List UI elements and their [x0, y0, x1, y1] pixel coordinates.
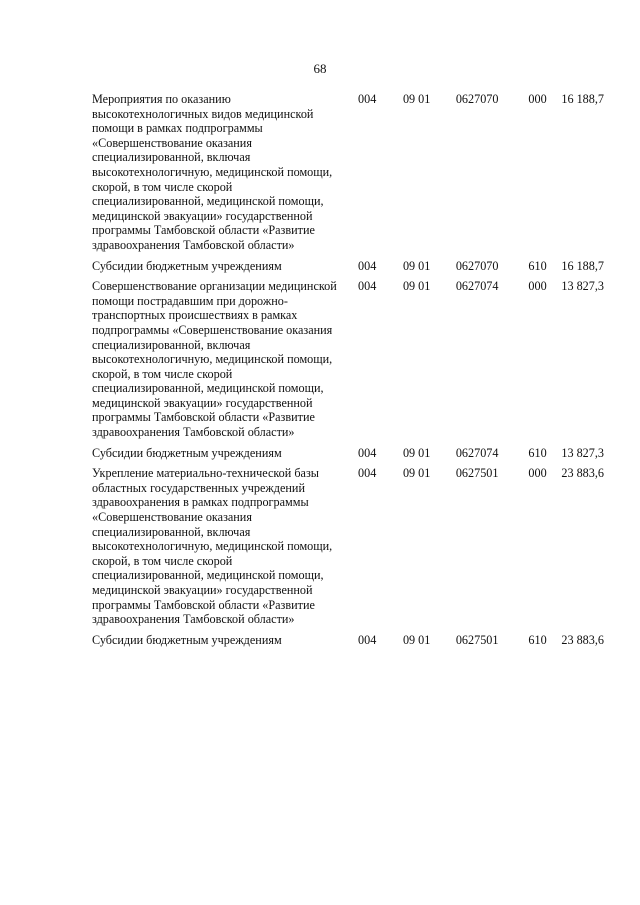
grbs-code: 004	[358, 258, 377, 273]
row-name: Субсидии бюджетным учреждениям	[92, 258, 282, 273]
amount: 16 188,7	[561, 92, 604, 106]
row-name: Совершенствование организации медицинской помощи пострадавшим при дорожно-транспортных происшествиях в рамках подпрограммы «Совершенствование оказания специализированной, включая высокотехнологичную, медицинской помощи, скорой, в том числе скорой специализированной, медицинской помощи, медицинской эвакуации» государственной программы Тамбовской области «Развитие здравоохранения Тамбовской области»	[92, 279, 337, 440]
expense-type-code: 610	[528, 632, 547, 647]
target-article-code: 0627074	[455, 279, 499, 294]
amount: 23 883,6	[561, 632, 604, 647]
expense-type-code: 000	[528, 279, 547, 294]
amount: 16 188,7	[561, 258, 604, 273]
expense-type-code: 610	[528, 258, 547, 273]
table-row	[92, 279, 604, 446]
section-code: 09 01	[402, 632, 431, 647]
expense-type-code: 610	[528, 445, 547, 460]
section-code: 09 01	[402, 445, 431, 460]
section-code: 09 01	[402, 92, 431, 106]
target-article-code: 0627070	[455, 258, 499, 273]
grbs-code: 004	[358, 632, 377, 647]
section-code: 09 01	[402, 279, 431, 294]
row-name: Субсидии бюджетным учреждениям	[92, 632, 282, 647]
expense-type-code: 000	[528, 466, 547, 481]
amount: 13 827,3	[561, 279, 604, 294]
row-name: Мероприятия по оказанию высокотехнологичных видов медицинской помощи в рамках подпрограммы «Совершенствование оказания специализированной, включая высокотехнологичную, медицинской помощи, скорой, в том числе скорой специализированной, медицинской помощи, медицинской эвакуации» государственной программы Тамбовской области «Развитие здравоохранения Тамбовской области»	[92, 92, 333, 252]
row-name: Укрепление материально-технической базы областных государственных учреждений здравоохранения в рамках подпрограммы «Совершенствование оказания специализированной, включая высокотехнологичную, медицинской помощи, скорой, в том числе скорой специализированной, медицинской помощи, медицинской эвакуации» государственной программы Тамбовской области «Развитие здравоохранения Тамбовской области»	[92, 466, 333, 627]
table-row	[92, 92, 604, 259]
page-number: 68	[313, 61, 327, 76]
grbs-code: 004	[358, 445, 377, 460]
section-code: 09 01	[402, 466, 431, 481]
table-row	[92, 446, 604, 467]
table-row	[92, 259, 604, 280]
target-article-code: 0627074	[455, 445, 499, 460]
row-name: Субсидии бюджетным учреждениям	[92, 445, 282, 460]
grbs-code: 004	[358, 92, 377, 106]
amount: 13 827,3	[561, 445, 604, 460]
table-row	[92, 466, 604, 633]
budget-table	[92, 92, 604, 647]
grbs-code: 004	[358, 466, 377, 481]
section-code: 09 01	[402, 258, 431, 273]
table-row	[92, 633, 604, 648]
target-article-code: 0627501	[455, 466, 499, 481]
target-article-code: 0627501	[455, 632, 499, 647]
grbs-code: 004	[358, 279, 377, 294]
expense-type-code: 000	[528, 92, 547, 106]
amount: 23 883,6	[561, 466, 604, 481]
target-article-code: 0627070	[455, 92, 499, 106]
